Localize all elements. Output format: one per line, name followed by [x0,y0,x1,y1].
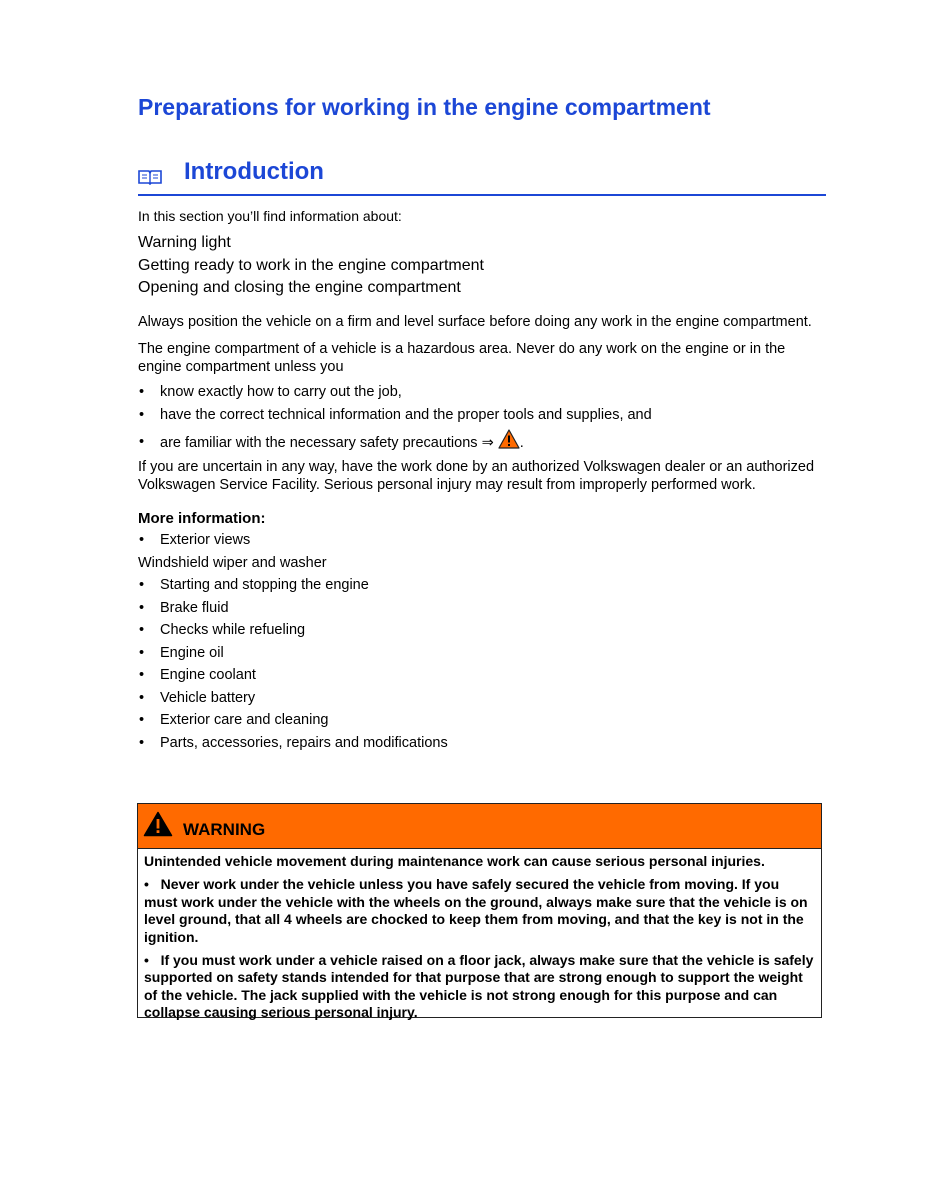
more-info-link-parts-accessories[interactable] [138,733,826,756]
link-text: Parts, accessories, repairs and modifications [160,734,448,751]
link-text: Brake fluid [160,599,229,616]
bullet-mark: • [139,689,145,706]
bullet-mark: • [139,712,145,728]
warning-item-text: If you must work under a vehicle raised on a floor jack, always make sure that the vehicle is safely supported on safety stands intended for that purpose that are strong enough to support the weight of the vehicle. The jack supplied with the vehicle is not strong enough for this purpose and can collapse causing serious personal injury. [144,952,814,1021]
paragraph-firm-surface: Always position the vehicle on a firm and level surface before doing any work in the engine compartment. [138,313,812,330]
link-text: Vehicle battery [160,689,256,706]
more-info-link-engine-coolant[interactable] [138,665,826,688]
warning-header [138,804,821,849]
topic-list [138,232,826,300]
link-text: Windshield wiper and washer [138,554,327,571]
link-text: Exterior views [160,532,251,548]
more-info-link-brake-fluid[interactable] [138,598,826,621]
topic-link-opening-closing[interactable]: Opening and closing the engine compartment [138,279,461,296]
bullet-mark: • [144,876,149,893]
more-info-link-starting-stopping[interactable] [138,575,826,598]
list-item-text: know exactly how to carry out the job, [160,384,402,400]
page-title: Preparations for working in the engine compartment [138,94,711,120]
more-info-link-engine-oil[interactable] [138,643,826,666]
more-info-link-vehicle-battery[interactable] [138,688,826,711]
warning-triangle-icon [143,811,173,837]
bullet-mark: • [139,667,145,683]
bullet-mark: • [139,599,145,616]
bullet-mark: • [139,434,145,450]
section-title: Introduction [184,158,324,185]
more-info-link-wiper-washer[interactable] [138,553,826,576]
bullet-mark: • [139,384,145,400]
warning-body [138,849,821,1022]
bullet-mark: • [139,577,145,593]
paragraph-hazardous-area: The engine compartment of a vehicle is a hazardous area. Never do any work on the engine or in the engine compartment unless you [138,341,786,375]
warning-item-text: Never work under the vehicle unless you have safely secured the vehicle from moving. If you must work under the vehicle with the wheels on the ground, always make sure that the vehicle is on level ground, that all 4 wheels are chocked to keep them from moving, and that the key is not in the ignition. [144,876,808,945]
topic-link-warning-light[interactable]: Warning light [138,234,231,251]
list-item-text: are familiar with the necessary safety precautions ⇒ [160,435,494,451]
more-info-heading: More information: [138,510,266,527]
list-item-text: have the correct technical information and the proper tools and supplies, and [160,407,652,423]
warning-box [137,803,822,1021]
more-info-link-exterior-views[interactable] [138,530,826,553]
precaution-list [138,383,826,455]
more-info-link-refueling[interactable] [138,620,826,643]
link-text: Engine coolant [160,667,256,683]
list-item [138,429,826,455]
list-item [138,406,826,429]
bullet-mark: • [139,407,145,423]
warning-label: WARNING [183,820,266,839]
bullet-mark: • [139,532,145,548]
bullet-mark: • [139,622,145,638]
topic-link-getting-ready[interactable]: Getting ready to work in the engine compartment [138,256,484,274]
warning-item [144,876,815,946]
list-item-suffix: . [519,435,524,451]
link-text: Engine oil [160,644,224,661]
more-info-list [138,530,826,755]
book-icon [138,169,162,185]
link-text: Checks while refueling [160,622,306,638]
warning-lead: Unintended vehicle movement during maintenance work can cause serious personal injuries. [144,853,765,869]
document-page [138,92,826,755]
intro-text: In this section you’ll find information about: [138,208,402,224]
bullet-mark: • [144,952,149,969]
section-header [138,156,826,196]
list-item [138,383,826,406]
link-text: Exterior care and cleaning [160,712,329,728]
bullet-mark: • [139,644,145,661]
warning-triangle-link-icon[interactable] [498,429,520,449]
bullet-mark: • [139,734,145,751]
warning-item [144,952,815,1022]
more-info-link-exterior-care[interactable] [138,710,826,733]
link-text: Starting and stopping the engine [160,577,369,593]
paragraph-uncertain: If you are uncertain in any way, have the work done by an authorized Volkswagen dealer or an authorized Volkswagen Service Facility. Serious personal injury may result from improperly performed work. [138,459,815,493]
